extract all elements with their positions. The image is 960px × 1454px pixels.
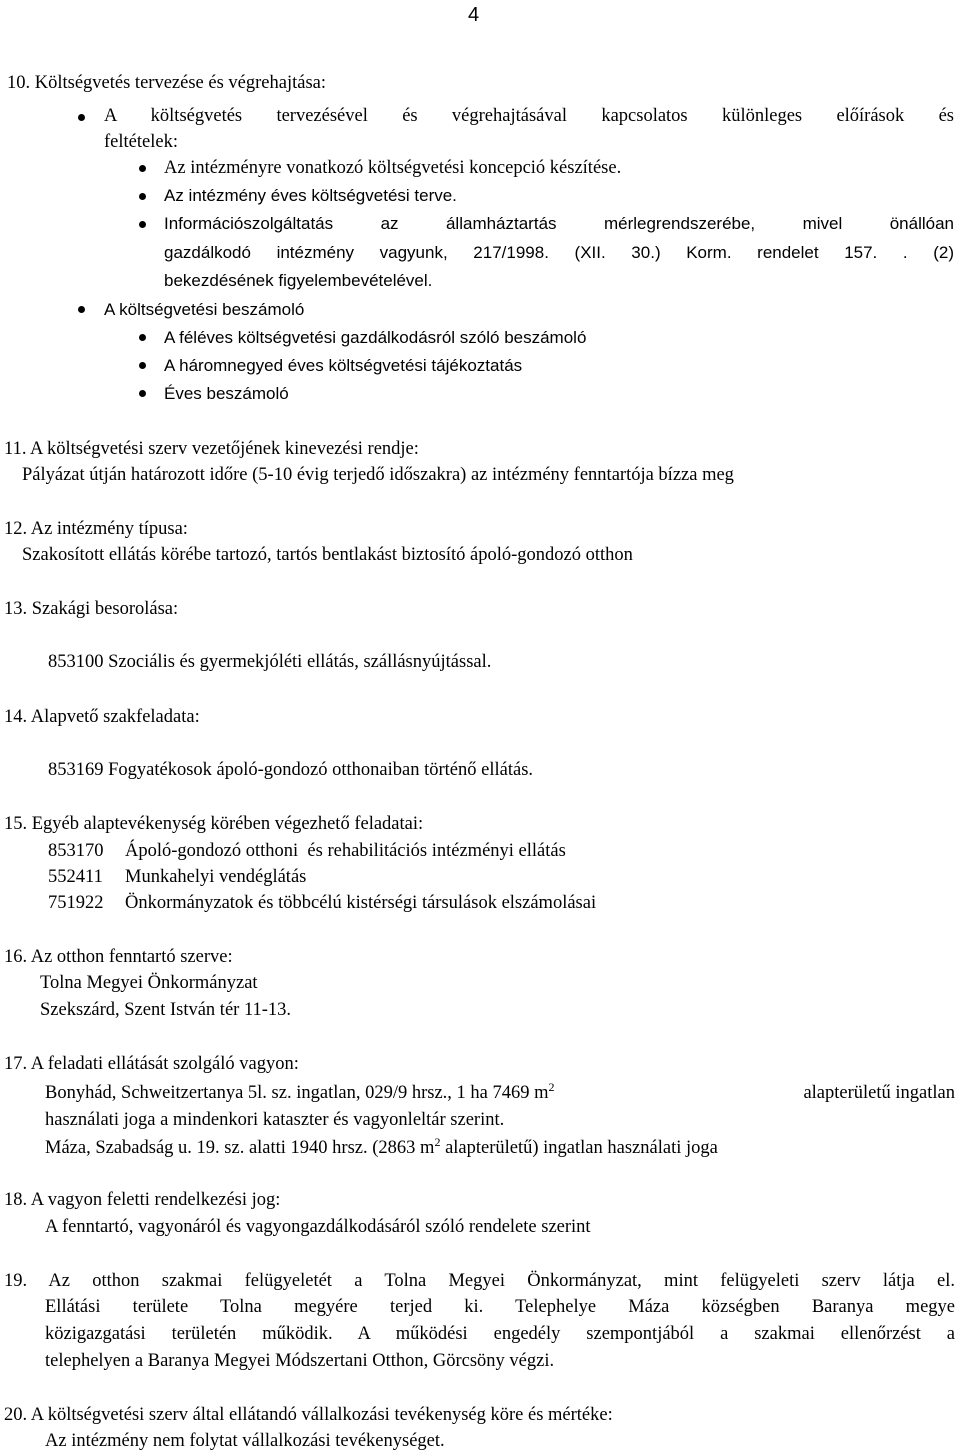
s15-row-code: 853170: [48, 841, 104, 861]
s17-line2: használati joga a mindenkori kataszter és vagyonleltár szerint.: [45, 1110, 505, 1130]
s10-sub1: Az intézményre vonatkozó költségvetési koncepció készítése.: [164, 158, 622, 178]
s10-bullet1-line2: feltételek:: [104, 132, 178, 152]
bullet-icon: [139, 362, 146, 369]
s10-sub3-line2: gazdálkodó intézmény vagyunk, 217/1998. (XII. 30.) Korm. rendelet 157. . (2): [164, 243, 954, 262]
section-17-heading: 17. A feladati ellátását szolgáló vagyon:: [4, 1054, 299, 1074]
s10-sub5: A háromnegyed éves költségvetési tájékoztatás: [164, 356, 523, 375]
section-19-line2: Ellátási területe Tolna megyére terjed ki. Telephelye Máza községben Baranya megye: [45, 1297, 955, 1317]
bullet-icon: [78, 306, 85, 313]
section-15-heading: 15. Egyéb alaptevékenység körében végezhető feladatai:: [4, 814, 424, 834]
s15-row-text: Munkahelyi vendéglátás: [125, 867, 307, 887]
s17-line3-sup: 2: [434, 1134, 441, 1149]
bullet-icon: [78, 114, 85, 121]
section-20-text: Az intézmény nem folytat vállalkozási tevékenységet.: [45, 1431, 445, 1451]
s17-line1-a: Bonyhád, Schweitzertanya 5l. sz. ingatlan, 029/9 hrsz., 1 ha 7469 m: [45, 1083, 549, 1103]
s10-sub2: Az intézmény éves költségvetési terve.: [164, 186, 457, 205]
section-18-text: A fenntartó, vagyonáról és vagyongazdálkodásáról szóló rendelete szerint: [45, 1217, 591, 1237]
s16-line2: Szekszárd, Szent István tér 11-13.: [40, 1000, 292, 1020]
section-14-text: 853169 Fogyatékosok ápoló-gondozó otthonaiban történő ellátás.: [48, 760, 534, 780]
section-12-text: Szakosított ellátás körébe tartozó, tartós bentlakást biztosító ápoló-gondozó otthon: [22, 545, 633, 565]
s17-line3-a: Máza, Szabadság u. 19. sz. alatti 1940 hrsz. (2863 m: [45, 1138, 435, 1158]
section-12-heading: 12. Az intézmény típusa:: [4, 519, 188, 539]
s17-line3: [45, 1135, 718, 1161]
s17-line1: [45, 1080, 955, 1106]
s17-line1-sup: 2: [548, 1079, 555, 1094]
section-18-heading: 18. A vagyon feletti rendelkezési jog:: [4, 1190, 281, 1210]
bullet-icon: [139, 165, 146, 172]
s17-line3-b: alapterületű) ingatlan használati joga: [445, 1138, 718, 1158]
section-19-line3: közigazgatási területén működik. A működési engedély szempontjából a szakmai ellenőrzést a: [45, 1324, 955, 1344]
bullet-icon: [139, 390, 146, 397]
section-19-line1: 19. Az otthon szakmai felügyeletét a Tolna Megyei Önkormányzat, mint felügyeleti szerv látja el.: [4, 1271, 955, 1291]
s17-line1-a-wrap: [45, 1080, 555, 1106]
section-19-line4: telephelyen a Baranya Megyei Módszertani Otthon, Görcsöny végzi.: [45, 1351, 555, 1371]
s15-row-code: 751922: [48, 893, 104, 913]
section-14-heading: 14. Alapvető szakfeladata:: [4, 707, 200, 727]
s15-row-text: Ápoló-gondozó otthoni és rehabilitációs intézményi ellátás: [125, 841, 566, 861]
s10-bullet2: A költségvetési beszámoló: [104, 300, 305, 319]
section-13-text: 853100 Szociális és gyermekjóléti ellátás, szállásnyújtással.: [48, 652, 492, 672]
section-11-text: Pályázat útján határozott időre (5-10 évig terjedő időszakra) az intézmény fenntartója bízza meg: [22, 465, 734, 485]
s16-line1: Tolna Megyei Önkormányzat: [40, 973, 258, 993]
s10-bullet1-line1: A költségvetés tervezésével és végrehajtásával kapcsolatos különleges előírások és: [104, 106, 954, 126]
section-16-heading: 16. Az otthon fenntartó szerve:: [4, 947, 233, 967]
s15-row-code: 552411: [48, 867, 103, 887]
section-10-heading: 10. Költségvetés tervezése és végrehajtása:: [7, 73, 326, 93]
section-13-heading: 13. Szakági besorolása:: [4, 599, 179, 619]
s17-line1-b: alapterületű ingatlan: [803, 1083, 955, 1103]
s10-sub6: Éves beszámoló: [164, 384, 289, 403]
s10-sub3-line3: bekezdésének figyelembevételével.: [164, 271, 433, 290]
bullet-icon: [139, 334, 146, 341]
bullet-icon: [139, 193, 146, 200]
s15-row-text: Önkormányzatok és többcélú kistérségi társulások elszámolásai: [125, 893, 597, 913]
page-number: 4: [468, 4, 480, 26]
section-20-heading: 20. A költségvetési szerv által ellátandó vállalkozási tevékenység köre és mértéke:: [4, 1405, 613, 1425]
section-11-heading: 11. A költségvetési szerv vezetőjének kinevezési rendje:: [4, 439, 419, 459]
s10-sub3-line1: Információszolgáltatás az államháztartás mérlegrendszerébe, mivel önállóan: [164, 214, 954, 233]
bullet-icon: [139, 221, 146, 228]
s10-sub4: A féléves költségvetési gazdálkodásról szóló beszámoló: [164, 328, 587, 347]
